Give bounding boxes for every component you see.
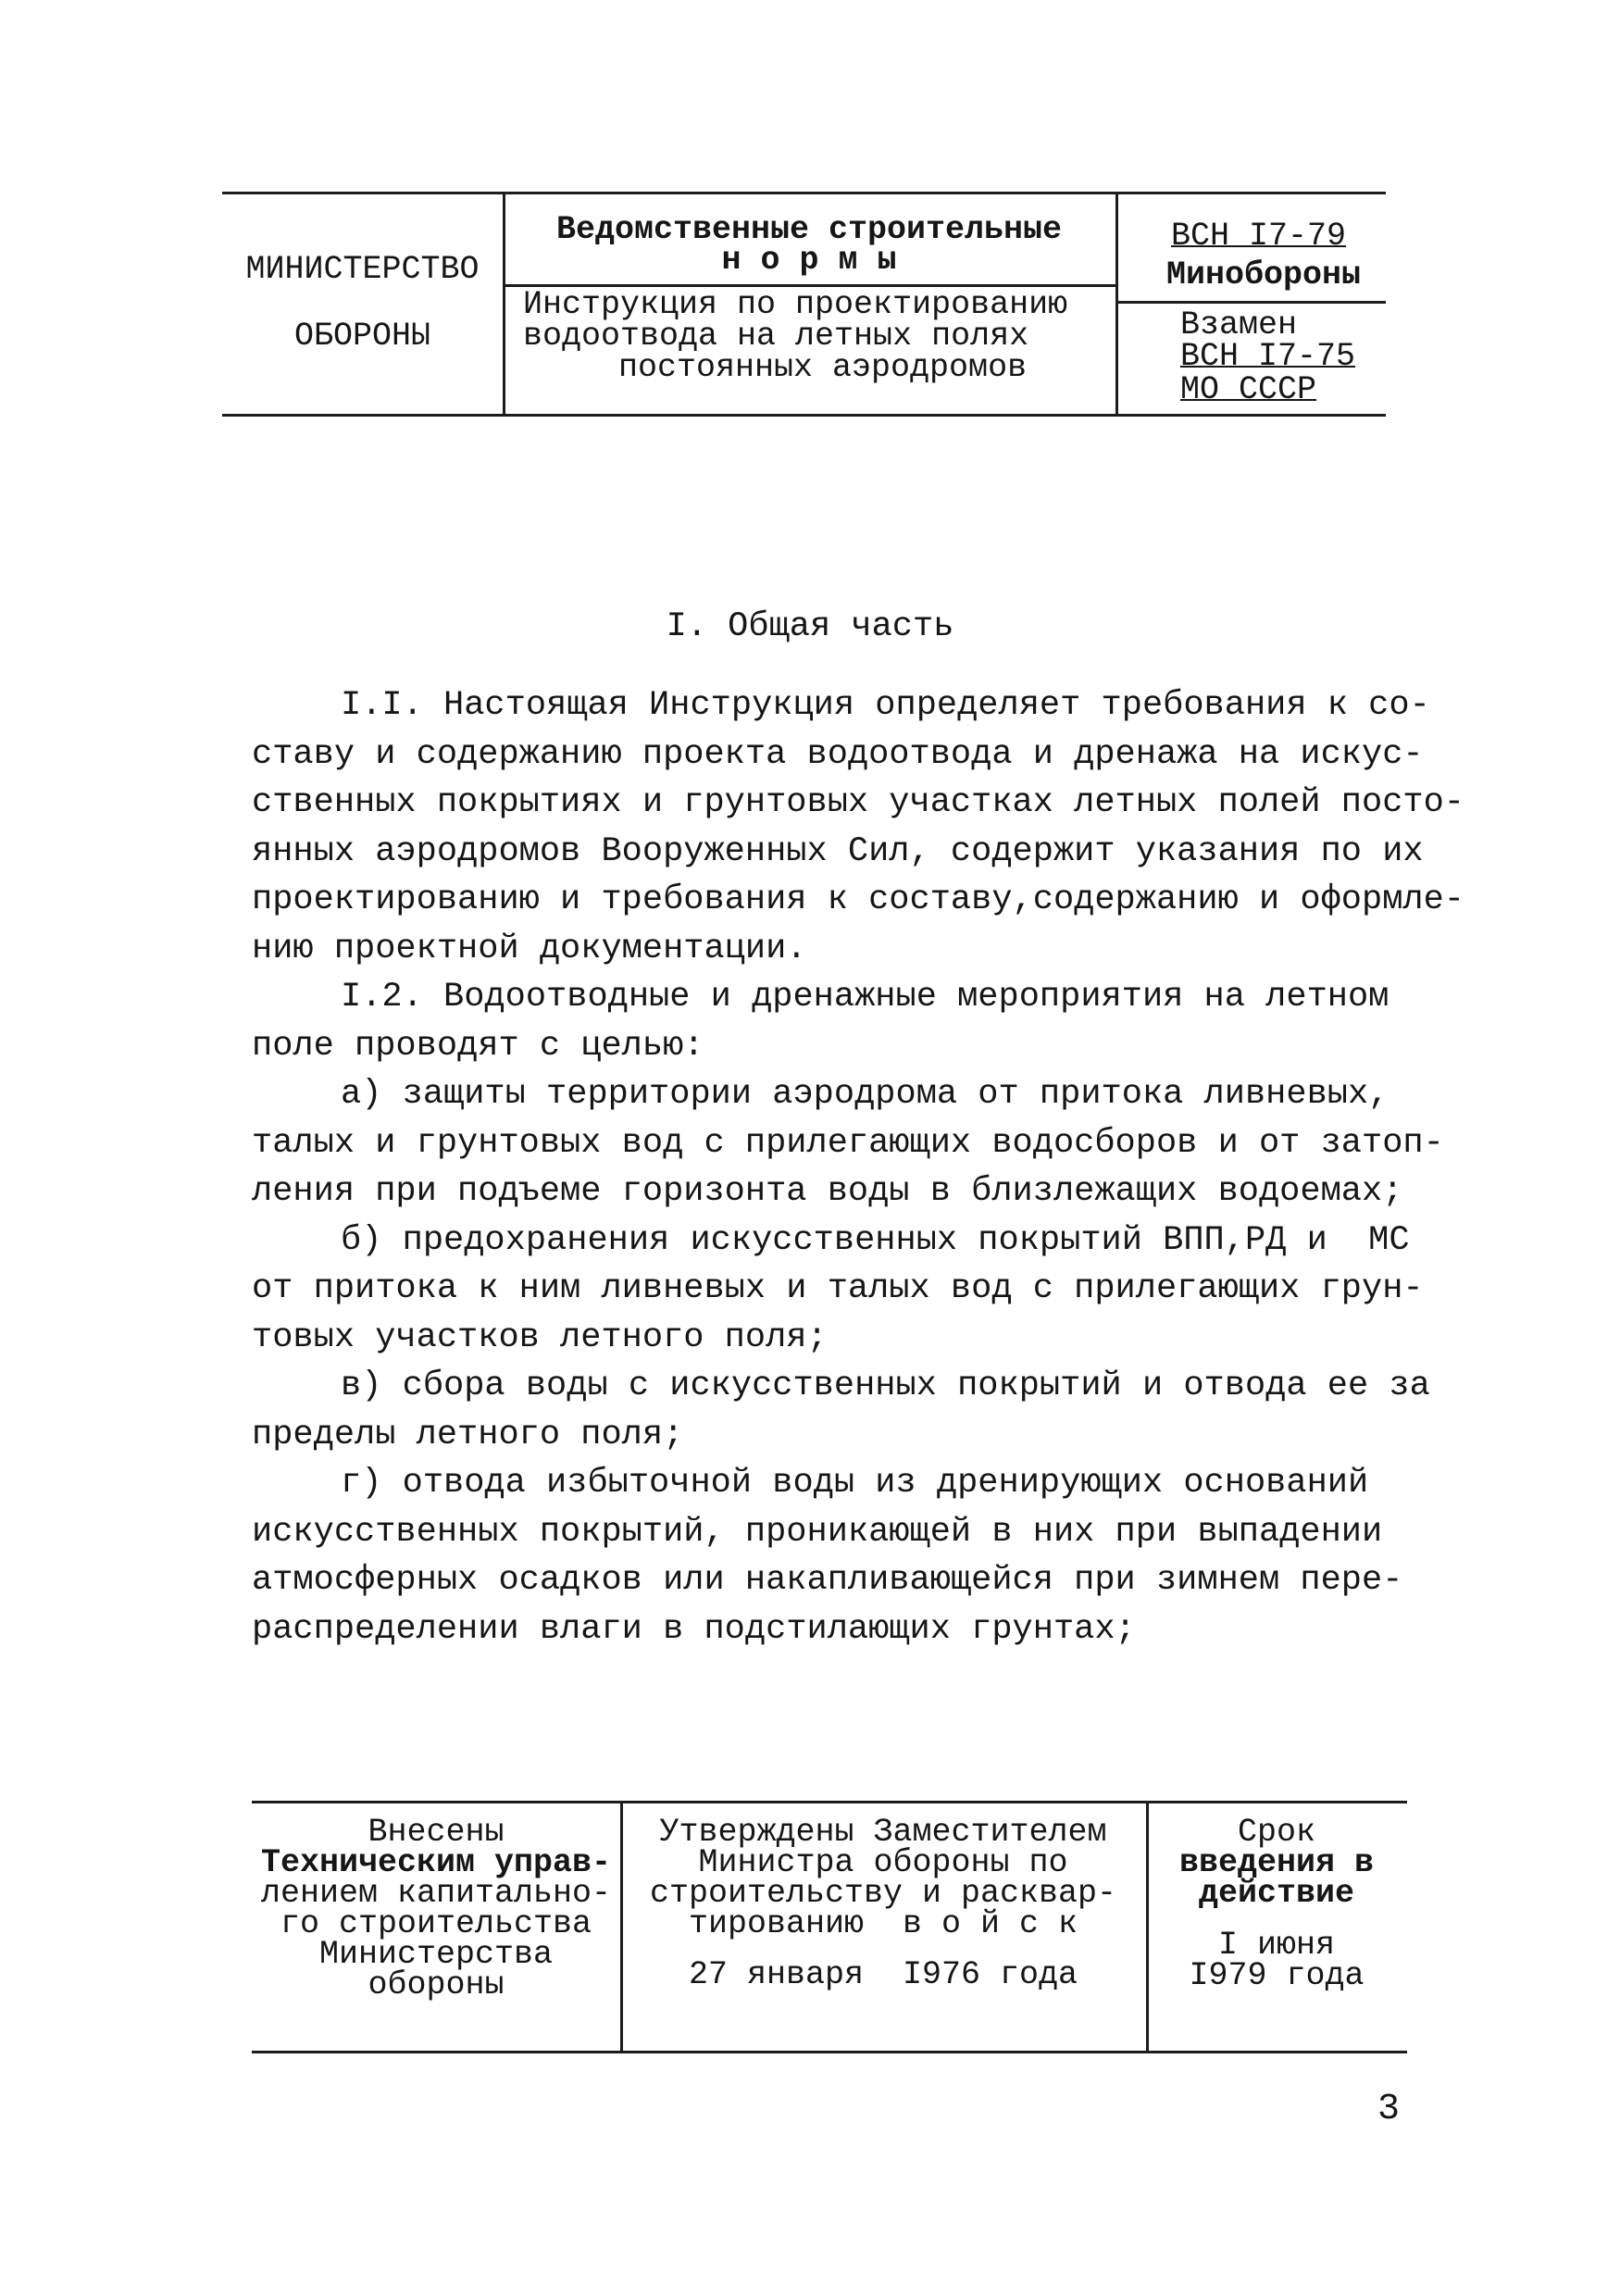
replaces-label: Взамен <box>1180 306 1298 343</box>
introduced-line: го строительства <box>280 1905 592 1942</box>
effective-date-line: І июня <box>1217 1927 1336 1964</box>
introduced-line: Внесены <box>368 1814 505 1851</box>
body-line: в) сбора воды с искусственных покрытий и отвода ее за <box>341 1366 1430 1405</box>
approval-table <box>252 1801 1407 2053</box>
norms-title-line2: н о р м ы <box>721 242 897 279</box>
body-line: І.2. Водоотводные и дренажные мероприятия на летном <box>341 978 1389 1017</box>
body-line: янных аэродромов Вооруженных Сил, содержит указания по их <box>252 832 1424 871</box>
page-number: 3 <box>1377 2089 1401 2130</box>
introduced-line: Министерства <box>318 1936 554 1973</box>
ministry-name-line2: ОБОРОНЫ <box>293 318 431 355</box>
body-line: ления при подъеме горизонта воды в близлежащих водоемах; <box>252 1172 1403 1211</box>
header-rule-right <box>1115 301 1386 304</box>
introduced-line: обороны <box>368 1966 505 2003</box>
body-line: нию проектной документации. <box>252 930 807 968</box>
body-line: ственных покрытиях и грунтовых участках летных полей посто- <box>252 783 1465 822</box>
replaced-code: ВСН І7-75 <box>1180 338 1356 375</box>
effective-line: действие <box>1198 1875 1355 1912</box>
header-divider-right <box>1115 194 1118 414</box>
body-line: г) отвода избыточной воды из дренирующих оснований <box>341 1464 1369 1503</box>
body-line: искусственных покрытий, проникающей в них при выпадении <box>252 1513 1383 1552</box>
effective-line: Срок <box>1237 1814 1315 1851</box>
body-line: ставу и содержанию проекта водоотвода и дренажа на искус- <box>252 735 1424 774</box>
effective-line: введения в <box>1178 1844 1375 1881</box>
body-line: проектированию и требования к составу,содержанию и оформле- <box>252 880 1465 919</box>
body-line: распределении влаги в подстилающих грунтах; <box>252 1610 1136 1649</box>
body-line: талых и грунтовых вод с прилегающих водосборов и от затоп- <box>252 1124 1444 1163</box>
document-title-line2: водоотвода на летных полях <box>523 318 1029 355</box>
body-line: б) предохранения искусственных покрытий ВПП,РД и МС <box>341 1221 1410 1260</box>
document-title-line3: постоянных аэродромов <box>618 349 1028 386</box>
body-line: от притока к ним ливневых и талых вод с прилегающих грун- <box>252 1269 1424 1308</box>
body-line: а) защиты территории аэродрома от притока ливневых, <box>341 1075 1389 1114</box>
header-table <box>222 192 1386 417</box>
approved-line: строительству и расквар- <box>649 1875 1117 1912</box>
document-ministry: Минобороны <box>1166 256 1362 293</box>
approved-line: Утверждены Заместителем <box>659 1814 1107 1851</box>
document-title-line1: Инструкция по проектированию <box>523 286 1068 323</box>
approved-line: тированию в о й с к <box>688 1905 1078 1942</box>
body-line: І.І. Настоящая Инструкция определяет требования к со- <box>341 686 1430 725</box>
approved-date: 27 января І976 года <box>688 1956 1078 1993</box>
replaced-org: МО СССР <box>1180 371 1317 408</box>
body-line: поле проводят с целью: <box>252 1027 704 1066</box>
document-code: ВСН І7-79 <box>1171 218 1347 255</box>
body-line: пределы летного поля; <box>252 1416 684 1454</box>
effective-date-line: І979 года <box>1189 1957 1365 1994</box>
approved-line: Министра обороны по <box>698 1844 1068 1881</box>
ministry-name-line1: МИНИСТЕРСТВО <box>245 251 480 288</box>
introduced-line: лением капитально- <box>260 1875 612 1912</box>
body-line: атмосферных осадков или накапливающейся при зимнем пере- <box>252 1561 1403 1600</box>
introduced-line: Техническим управ- <box>260 1844 612 1881</box>
body-line: товых участков летного поля; <box>252 1318 828 1357</box>
section-heading: І. Общая часть <box>666 607 954 646</box>
norms-title-line1: Ведомственные строительные <box>555 211 1063 248</box>
